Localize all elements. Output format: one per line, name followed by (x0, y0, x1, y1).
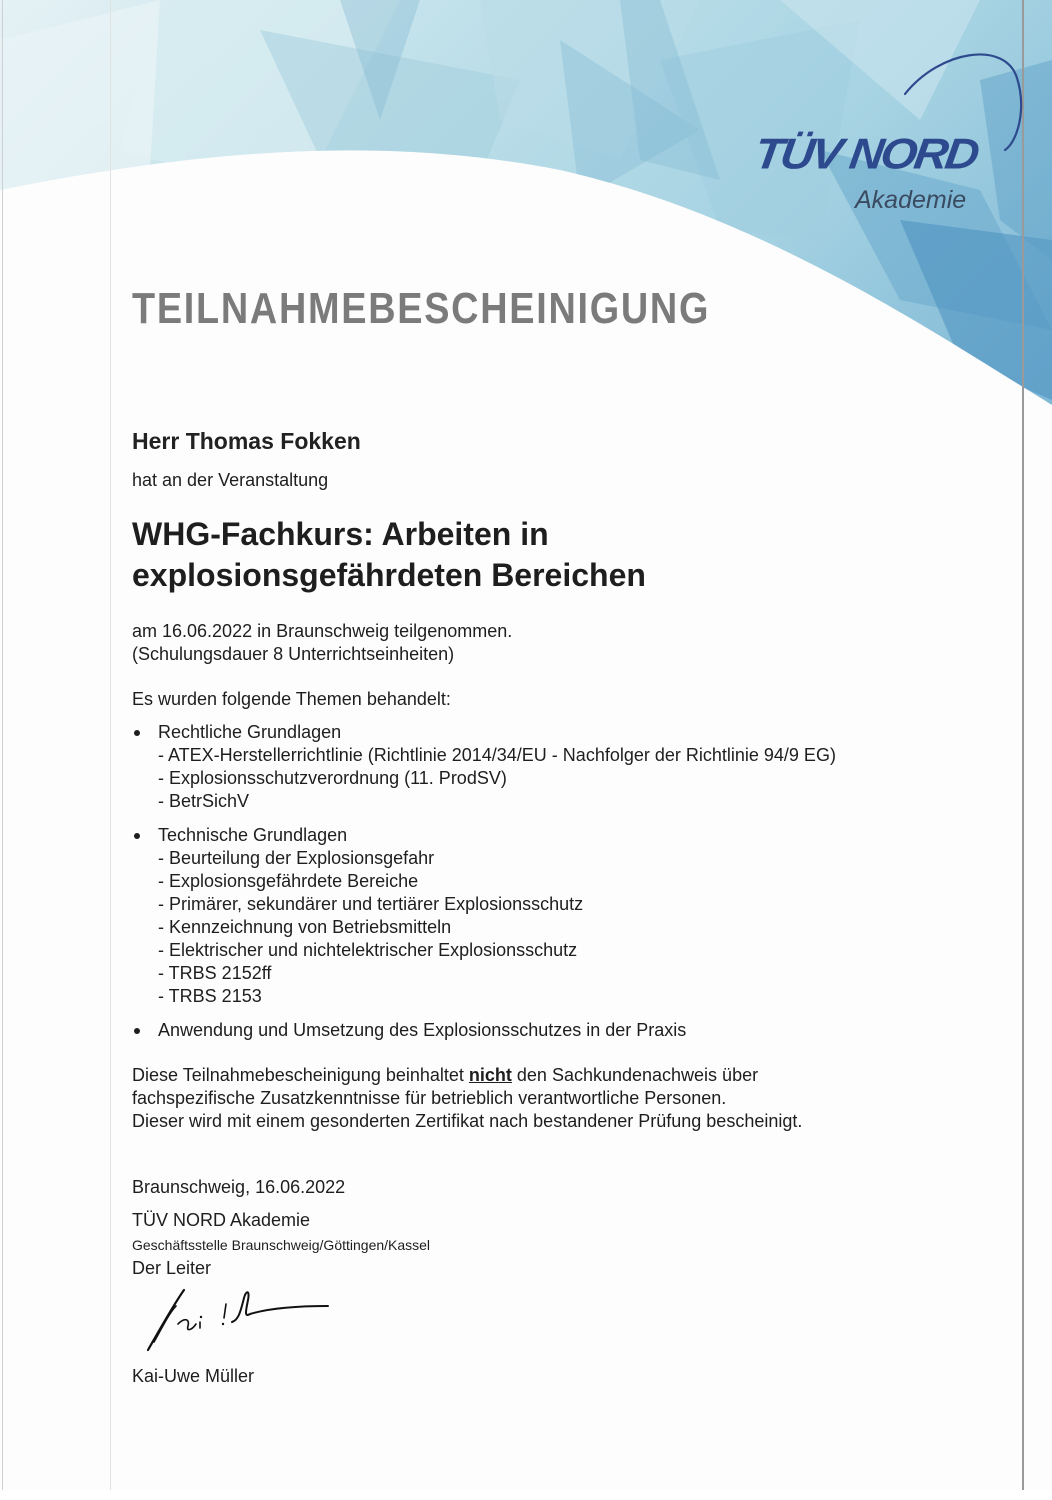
page-margin-line (110, 0, 111, 1492)
course-title (132, 514, 646, 596)
organization-name: TÜV NORD Akademie (132, 1210, 311, 1230)
notice-line-1 (132, 1064, 802, 1087)
organization-branch: Geschäftsstelle Braunschweig/Göttingen/Kassel (132, 1237, 431, 1253)
topics-list (132, 721, 836, 1053)
notice-line-3: Dieser wird mit einem gesonderten Zertifikat nach bestandener Prüfung bescheinigt. (132, 1111, 803, 1131)
topic-subitem: - Explosionsschutzverordnung (11. ProdSV) (158, 768, 507, 788)
logo-brand-text: TÜV NORD (751, 129, 980, 178)
page-bottom-margin (0, 1490, 1052, 1500)
notice-text: Diese Teilnahmebescheinigung beinhaltet (132, 1065, 469, 1085)
topic-heading (132, 824, 836, 847)
bullet-icon (134, 833, 140, 839)
topic-heading (132, 721, 836, 744)
topic-subitem: - Primärer, sekundärer und tertiärer Explosionsschutz (158, 894, 584, 914)
tuv-nord-logo (751, 48, 1035, 218)
topic-subitem: - Beurteilung der Explosionsgefahr (158, 848, 435, 868)
place-date: Braunschweig, 16.06.2022 (132, 1177, 346, 1197)
topic-subitem: - Elektrischer und nichtelektrischer Explosionsschutz (158, 940, 578, 960)
topics-intro: Es wurden folgende Themen behandelt: (132, 689, 451, 709)
topic-group (132, 721, 836, 813)
topic-subitem: - BetrSichV (158, 791, 250, 811)
topic-heading (132, 1019, 836, 1042)
topic-subitem: - Explosionsgefährdete Bereiche (158, 871, 419, 891)
topic-title: Anwendung und Umsetzung des Explosionsschutzes in der Praxis (158, 1020, 687, 1040)
notice-emphasis: nicht (468, 1065, 512, 1085)
page-edge-right (1022, 0, 1024, 1492)
course-title-line-1: WHG-Fachkurs: Arbeiten in (132, 516, 549, 552)
notice-paragraph (132, 1064, 802, 1133)
topic-title: Rechtliche Grundlagen (158, 722, 342, 742)
topic-subitem: - TRBS 2152ff (158, 963, 272, 983)
topic-group (132, 824, 836, 1008)
date-line: am 16.06.2022 in Braunschweig teilgenommen. (132, 621, 513, 641)
document-title: TEILNAHMEBESCHEINIGUNG (132, 284, 711, 333)
leader-role: Der Leiter (132, 1258, 212, 1278)
page-edge-left (2, 0, 3, 1492)
intro-text: hat an der Veranstaltung (132, 470, 329, 490)
logo-sub-text: Akademie (855, 186, 967, 214)
bullet-icon (134, 1028, 140, 1034)
signature-icon (140, 1284, 340, 1354)
topic-subitem: - Kennzeichnung von Betriebsmitteln (158, 917, 452, 937)
notice-text: den Sachkundenachweis über (511, 1065, 759, 1085)
signer-name: Kai-Uwe Müller (132, 1366, 255, 1386)
notice-line-2: fachspezifische Zusatzkenntnisse für betrieblich verantwortliche Personen. (132, 1088, 727, 1108)
topic-title: Technische Grundlagen (158, 825, 348, 845)
duration-line: (Schulungsdauer 8 Unterrichtseinheiten) (132, 644, 455, 664)
topic-group (132, 1019, 836, 1042)
bullet-icon (134, 730, 140, 736)
recipient-name: Herr Thomas Fokken (132, 428, 361, 454)
topic-subitem: - TRBS 2153 (158, 986, 262, 1006)
topic-subitem: - ATEX-Herstellerrichtlinie (Richtlinie 2014/34/EU - Nachfolger der Richtlinie 94/9 EG) (158, 745, 836, 765)
course-title-line-2: explosionsgefährdeten Bereichen (132, 557, 646, 593)
